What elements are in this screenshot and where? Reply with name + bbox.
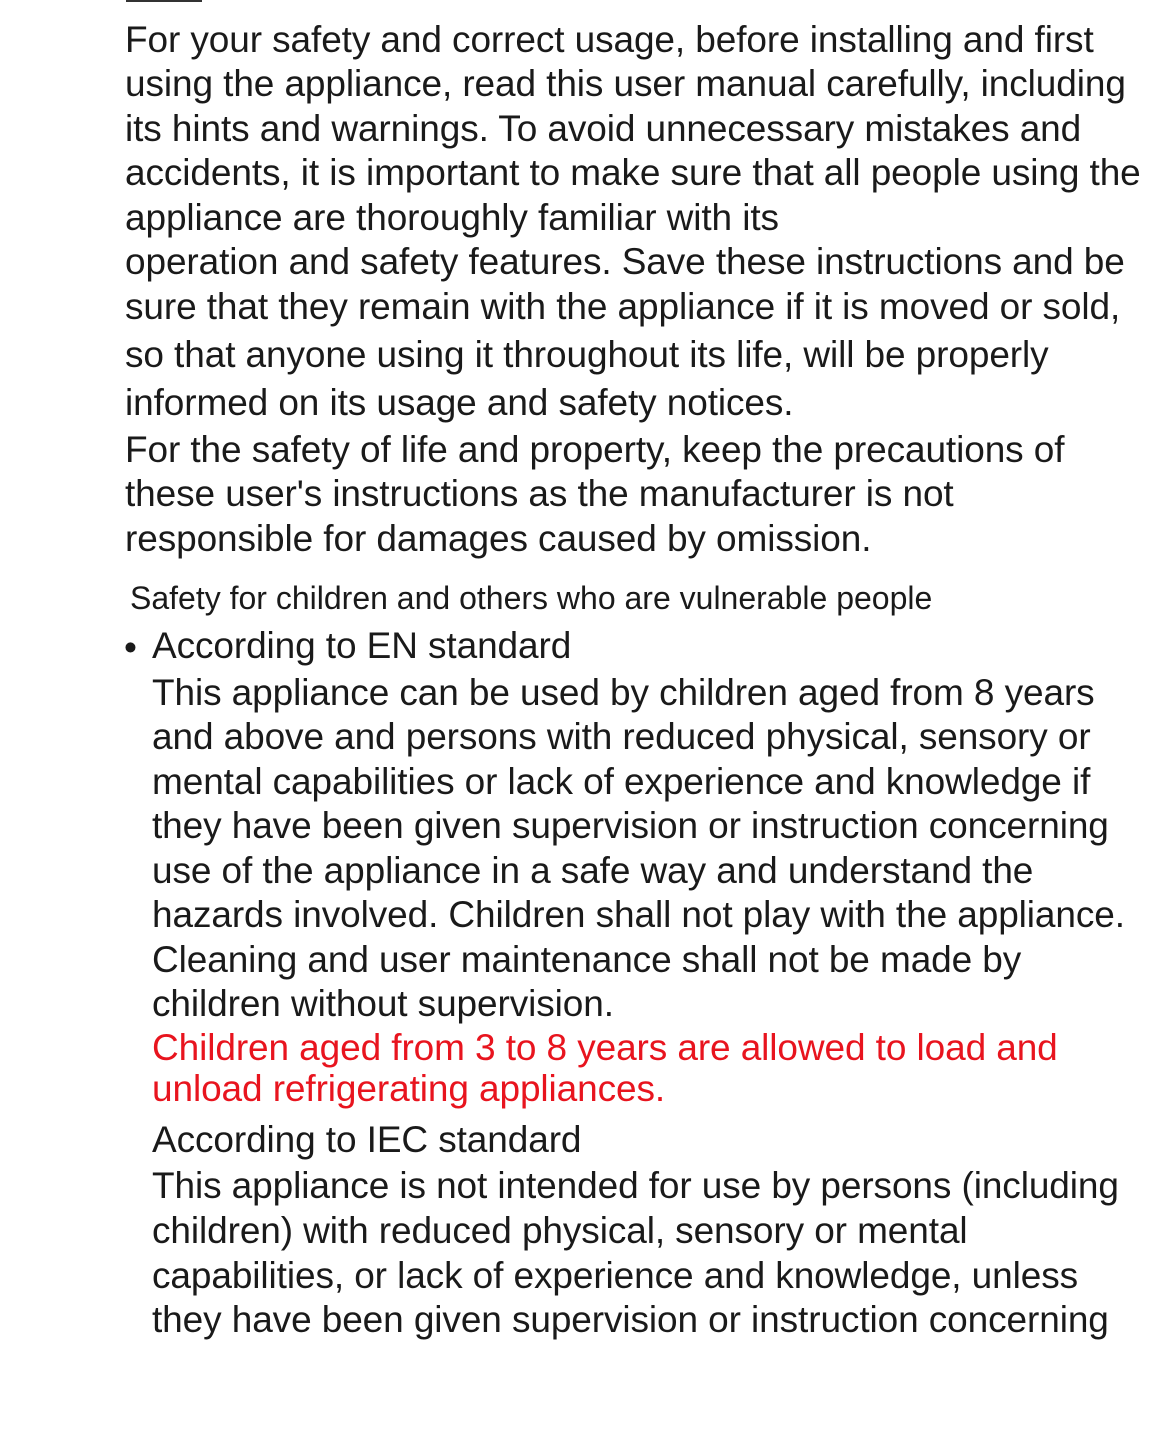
en-standard-line: This appliance can be used by children aged from 8 years — [152, 672, 1095, 713]
intro-line: these user's instructions as the manufacturer is not — [125, 473, 954, 514]
iec-standard-title: According to IEC standard — [152, 1119, 582, 1160]
en-highlight-line: unload refrigerating appliances. — [152, 1068, 666, 1109]
intro-line: For your safety and correct usage, before installing and first — [125, 19, 1094, 60]
en-standard-line: and above and persons with reduced physical, sensory or — [152, 716, 1091, 757]
en-highlight-line: Children aged from 3 to 8 years are allowed to load and — [152, 1027, 1058, 1068]
section-heading: Safety for children and others who are vulnerable people — [130, 580, 933, 616]
en-standard-title: According to EN standard — [152, 625, 572, 666]
intro-line: For the safety of life and property, keep the precautions of — [125, 429, 1065, 470]
bullet-icon: • — [124, 627, 137, 668]
en-standard-line: mental capabilities or lack of experience and knowledge if — [152, 761, 1091, 802]
en-standard-line: Cleaning and user maintenance shall not be made by — [152, 939, 1022, 980]
intro-line: appliance are thoroughly familiar with its — [125, 197, 779, 238]
intro-line: accidents, it is important to make sure that all people using the — [125, 152, 1141, 193]
intro-line: informed on its usage and safety notices. — [125, 382, 794, 423]
iec-standard-line: they have been given supervision or instruction concerning — [152, 1299, 1109, 1340]
iec-standard-line: children) with reduced physical, sensory or mental — [152, 1210, 968, 1251]
intro-line: using the appliance, read this user manual carefully, including — [125, 63, 1126, 104]
iec-standard-line: This appliance is not intended for use by persons (including — [152, 1165, 1119, 1206]
en-standard-line: use of the appliance in a safe way and understand the — [152, 850, 1034, 891]
intro-line: its hints and warnings. To avoid unnecessary mistakes and — [125, 108, 1082, 149]
intro-line: so that anyone using it throughout its life, will be properly — [125, 334, 1049, 375]
en-standard-line: hazards involved. Children shall not play with the appliance. — [152, 894, 1125, 935]
en-standard-line: children without supervision. — [152, 983, 614, 1024]
intro-line: operation and safety features. Save these instructions and be — [125, 241, 1125, 282]
intro-line: sure that they remain with the appliance if it is moved or sold, — [125, 286, 1121, 327]
iec-standard-line: capabilities, or lack of experience and knowledge, unless — [152, 1255, 1079, 1296]
en-standard-line: they have been given supervision or instruction concerning — [152, 805, 1109, 846]
intro-line: responsible for damages caused by omission. — [125, 518, 872, 559]
top-divider — [126, 0, 202, 2]
